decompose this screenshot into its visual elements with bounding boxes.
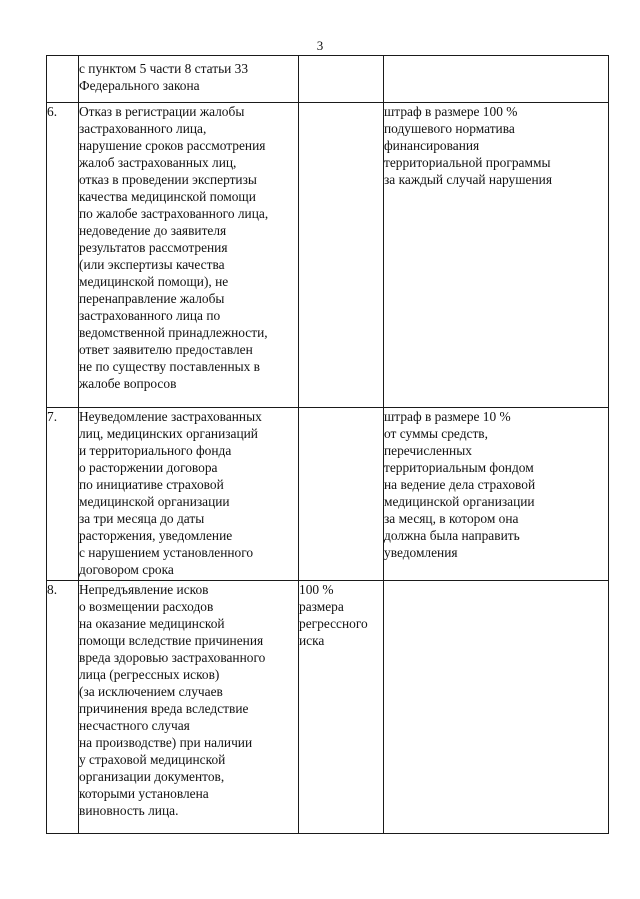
violation-description	[79, 103, 299, 408]
table-row	[47, 408, 609, 581]
cell-text-line: расторжения, уведомление	[79, 528, 233, 543]
cell-text-line: Неуведомление застрахованных	[79, 409, 262, 424]
cell-text-line: помощи вследствие причинения	[79, 633, 264, 648]
cell-text-line: размера	[299, 599, 344, 614]
cell-text-line: причинения вреда вследствие	[79, 701, 249, 716]
page-number: 3	[316, 38, 324, 53]
cell-text-line: по жалобе застрахованного лица,	[79, 206, 269, 221]
cell-text-line: организации документов,	[79, 769, 225, 784]
penalty-percent	[299, 581, 384, 834]
cell-text-line: на ведение дела страховой	[384, 477, 536, 492]
cell-text-line: регрессного	[299, 616, 368, 631]
cell-text-line: о возмещении расходов	[79, 599, 214, 614]
violation-description	[79, 581, 299, 834]
cell-text-line: за месяц, в котором она	[384, 511, 519, 526]
cell-text-line: уведомления	[384, 545, 458, 560]
penalty-percent	[299, 408, 384, 581]
cell-text-line: перечисленных	[384, 443, 472, 458]
table-row	[47, 56, 609, 103]
cell-text-line: недоведение до заявителя	[79, 223, 227, 238]
cell-text-line: жалобе вопросов	[79, 376, 177, 391]
fine-description	[384, 56, 609, 103]
cell-text-line: (за исключением случаев	[79, 684, 223, 699]
cell-text-line: Отказ в регистрации жалобы	[79, 104, 245, 119]
cell-text-line: по инициативе страховой	[79, 477, 224, 492]
row-number: 6.	[47, 103, 79, 408]
cell-text-line: территориальным фондом	[384, 460, 534, 475]
row-number: 7.	[47, 408, 79, 581]
cell-text-line: отказ в проведении экспертизы	[79, 172, 257, 187]
cell-text-line: с пунктом 5 части 8 статьи 33	[79, 61, 249, 76]
cell-text-line: штраф в размере 10 %	[384, 409, 511, 424]
cell-text-line: с нарушением установленного	[79, 545, 254, 560]
cell-text-line: за каждый случай нарушения	[384, 172, 552, 187]
cell-text-line: территориальной программы	[384, 155, 551, 170]
cell-text-line: не по существу поставленных в	[79, 359, 260, 374]
cell-text-line: вреда здоровью застрахованного	[79, 650, 266, 665]
cell-text-line: застрахованного лица,	[79, 121, 207, 136]
cell-text-line: на оказание медицинской	[79, 616, 225, 631]
cell-text-line: ведомственной принадлежности,	[79, 325, 268, 340]
fine-description	[384, 103, 609, 408]
row-number: 8.	[47, 581, 79, 834]
cell-text-line: Непредъявление исков	[79, 582, 209, 597]
cell-text-line: (или экспертизы качества	[79, 257, 225, 272]
violation-description	[79, 408, 299, 581]
penalty-percent	[299, 56, 384, 103]
cell-text-line: жалоб застрахованных лиц,	[79, 155, 237, 170]
row-number	[47, 56, 79, 103]
cell-text-line: застрахованного лица по	[79, 308, 221, 323]
cell-text-line: которыми установлена	[79, 786, 209, 801]
table-row	[47, 581, 609, 834]
cell-text-line: результатов рассмотрения	[79, 240, 228, 255]
cell-text-line: финансирования	[384, 138, 480, 153]
cell-text-line: за три месяца до даты	[79, 511, 205, 526]
cell-text-line: нарушение сроков рассмотрения	[79, 138, 266, 153]
table-row	[47, 103, 609, 408]
cell-text-line: штраф в размере 100 %	[384, 104, 518, 119]
cell-text-line: о расторжении договора	[79, 460, 218, 475]
cell-text-line: медицинской помощи), не	[79, 274, 229, 289]
cell-text-line: и территориального фонда	[79, 443, 232, 458]
cell-text-line: лица (регрессных исков)	[79, 667, 220, 682]
fine-description	[384, 581, 609, 834]
cell-text-line: должна была направить	[384, 528, 520, 543]
violation-description	[79, 56, 299, 103]
cell-text-line: от суммы средств,	[384, 426, 488, 441]
cell-text-line: медицинской организации	[79, 494, 230, 509]
sanctions-table	[46, 55, 609, 834]
fine-description	[384, 408, 609, 581]
cell-text-line: у страховой медицинской	[79, 752, 226, 767]
cell-text-line: качества медицинской помощи	[79, 189, 256, 204]
cell-text-line: на производстве) при наличии	[79, 735, 253, 750]
cell-text-line: ответ заявителю предоставлен	[79, 342, 253, 357]
cell-text-line: виновность лица.	[79, 803, 179, 818]
cell-text-line: перенаправление жалобы	[79, 291, 225, 306]
cell-text-line: Федерального закона	[79, 78, 200, 93]
cell-text-line: лиц, медицинских организаций	[79, 426, 258, 441]
cell-text-line: подушевого норматива	[384, 121, 515, 136]
penalty-percent	[299, 103, 384, 408]
cell-text-line: медицинской организации	[384, 494, 535, 509]
cell-text-line: иска	[299, 633, 325, 648]
cell-text-line: договором срока	[79, 562, 174, 577]
cell-text-line: 100 %	[299, 582, 334, 597]
cell-text-line: несчастного случая	[79, 718, 190, 733]
